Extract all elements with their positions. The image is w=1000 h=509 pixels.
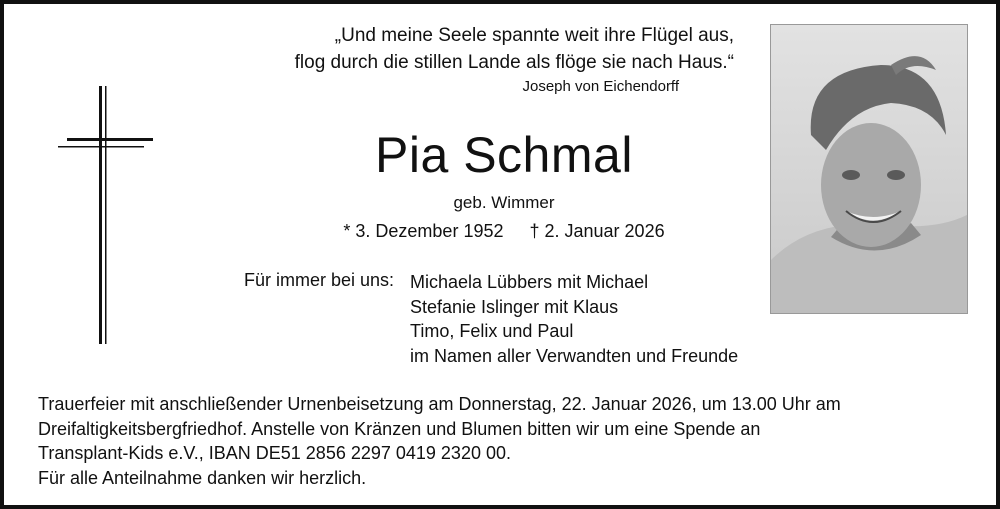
quote-author: Joseph von Eichendorff: [522, 78, 679, 95]
notice-line: Dreifaltigkeitsbergfriedhof. Anstelle von Kränzen und Blumen bitten wir um eine Spende an: [38, 418, 761, 439]
quote: [204, 22, 734, 76]
birth-date: * 3. Dezember 1952: [343, 221, 504, 241]
family-member: Michaela Lübbers mit Michael: [410, 272, 649, 292]
portrait-image: [771, 25, 967, 313]
family-member: Timo, Felix und Paul: [410, 321, 574, 341]
family-list: [410, 270, 738, 368]
quote-line: flog durch die stillen Lande als flöge sie nach Haus.“: [294, 52, 734, 73]
family-label: Für immer bei uns:: [243, 270, 394, 290]
family-member: Stefanie Islinger mit Klaus: [410, 296, 619, 317]
death-date: † 2. Januar 2026: [529, 221, 665, 241]
notice-line: Transplant-Kids e.V., IBAN DE51 2856 2297 0419 2320 00.: [38, 443, 511, 463]
notice-line: Für alle Anteilnahme danken wir herzlich.: [38, 467, 367, 488]
deceased-name: Pia Schmal: [375, 127, 633, 183]
life-dates: [254, 221, 754, 242]
cross-icon: [54, 82, 159, 347]
family-member: im Namen aller Verwandten und Freunde: [410, 345, 739, 366]
notice-line: Trauerfeier mit anschließender Urnenbeisetzung am Donnerstag, 22. Januar 2026, um 13.00 Uhr am: [38, 394, 841, 414]
quote-line: „Und meine Seele spannte weit ihre Flügel aus,: [334, 25, 734, 46]
maiden-name: geb. Wimmer: [453, 193, 555, 212]
funeral-notice: [38, 392, 968, 490]
portrait-photo: [770, 24, 968, 314]
